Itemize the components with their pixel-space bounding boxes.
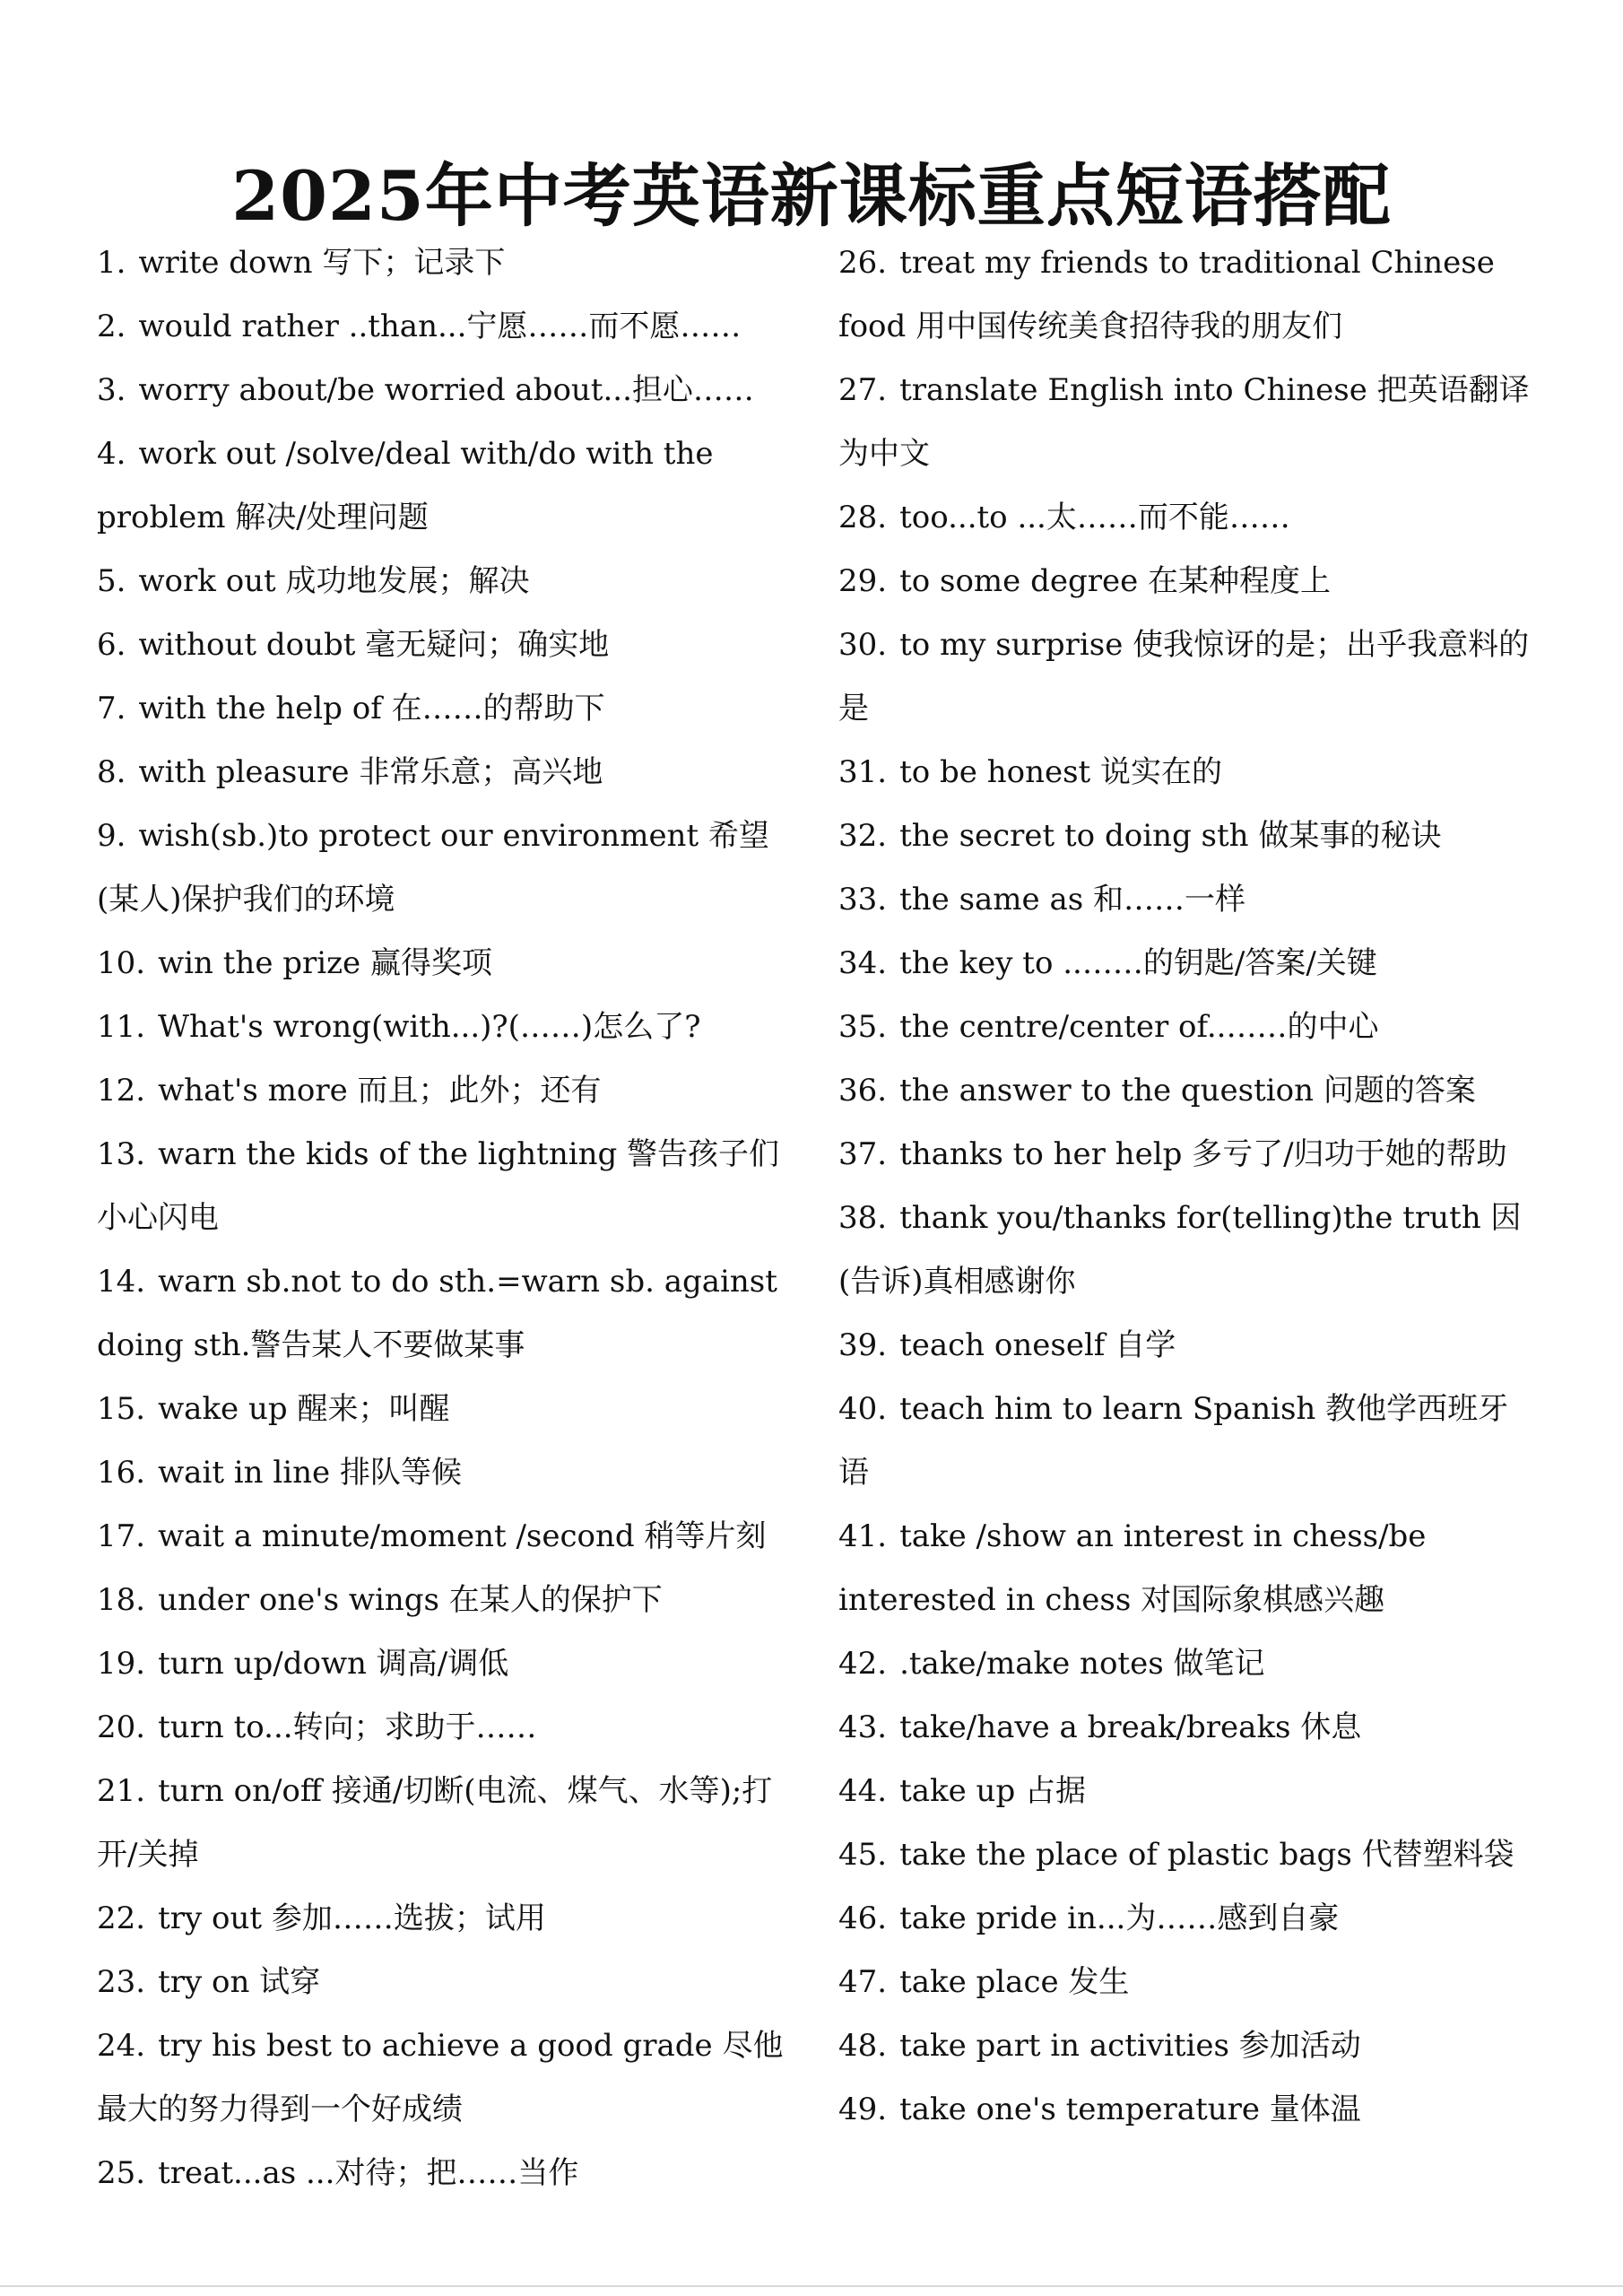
phrase-text: warn sb.not to do sth.=warn sb. against doing sth.警告某人不要做某事	[97, 1264, 777, 1363]
phrase-entry	[838, 231, 1533, 359]
phrase-text: work out /solve/deal with/do with the problem 解决/处理问题	[97, 436, 714, 535]
phrase-text: the same as 和……一样	[899, 882, 1245, 918]
phrase-number: 43.	[838, 1709, 888, 1745]
phrase-number: 22.	[97, 1900, 146, 1936]
phrase-entry	[838, 359, 1533, 486]
phrase-number: 3.	[97, 372, 126, 408]
phrase-text: take one's temperature 量体温	[899, 2092, 1361, 2127]
phrase-text: turn on/off 接通/切断(电流、煤气、水等);打开/关掉	[97, 1773, 773, 1873]
phrase-text: wake up 醒来；叫醒	[158, 1391, 450, 1427]
phrase-entry	[97, 295, 787, 359]
phrase-number: 10.	[97, 945, 146, 981]
phrase-entry	[97, 2014, 787, 2142]
phrase-number: 31.	[838, 754, 888, 790]
phrase-entry	[97, 613, 787, 677]
phrase-text: warn the kids of the lightning 警告孩子们小心闪电	[97, 1136, 780, 1236]
phrase-entry	[838, 1378, 1533, 1505]
phrase-number: 7.	[97, 691, 126, 726]
bottom-divider	[0, 2285, 1623, 2287]
phrase-number: 11.	[97, 1009, 146, 1045]
phrase-entry	[97, 741, 787, 804]
phrase-number: 24.	[97, 2028, 146, 2064]
phrase-entry	[97, 1760, 787, 1887]
phrase-entry	[97, 1696, 787, 1760]
phrase-number: 32.	[838, 818, 888, 854]
phrase-entry	[838, 1059, 1533, 1123]
phrase-text: the secret to doing sth 做某事的秘诀	[899, 818, 1442, 854]
phrase-text: try his best to achieve a good grade 尽他最大的努力得到一个好成绩	[97, 2028, 784, 2127]
phrase-number: 39.	[838, 1327, 888, 1363]
phrase-number: 35.	[838, 1009, 888, 1045]
phrase-number: 28.	[838, 500, 888, 535]
phrase-text: work out 成功地发展；解决	[138, 563, 530, 599]
phrase-number: 20.	[97, 1709, 146, 1745]
phrase-number: 34.	[838, 945, 888, 981]
phrase-entry	[838, 1505, 1533, 1632]
phrase-entry	[838, 613, 1533, 741]
phrase-number: 45.	[838, 1837, 888, 1873]
phrase-number: 37.	[838, 1136, 888, 1172]
phrase-entry	[97, 1250, 787, 1378]
phrase-entry	[97, 1505, 787, 1569]
phrase-number: 33.	[838, 882, 888, 918]
phrase-text: treat...as ...对待；把……当作	[158, 2155, 579, 2191]
phrase-number: 36.	[838, 1073, 888, 1109]
phrase-entry	[97, 1569, 787, 1632]
phrase-entry	[97, 422, 787, 550]
phrase-entry	[97, 996, 787, 1059]
phrase-text: to be honest 说实在的	[899, 754, 1223, 790]
phrase-text: turn to...转向；求助于……	[158, 1709, 537, 1745]
phrase-number: 14.	[97, 1264, 146, 1300]
phrase-entry	[97, 677, 787, 741]
phrase-entry	[838, 1823, 1533, 1887]
phrase-entry	[838, 1887, 1533, 1951]
phrase-entry	[97, 1887, 787, 1951]
phrase-text: take /show an interest in chess/be interested in chess 对国际象棋感兴趣	[838, 1518, 1427, 1618]
phrase-entry	[97, 1441, 787, 1505]
phrase-entry	[97, 550, 787, 613]
phrase-number: 47.	[838, 1964, 888, 2000]
phrase-number: 6.	[97, 627, 126, 663]
phrase-text: the answer to the question 问题的答案	[899, 1073, 1476, 1109]
phrase-text: would rather ..than...宁愿……而不愿……	[138, 309, 742, 344]
phrase-number: 26.	[838, 245, 888, 281]
phrase-number: 46.	[838, 1900, 888, 1936]
phrase-number: 40.	[838, 1391, 888, 1427]
phrase-number: 4.	[97, 436, 126, 472]
phrase-text: worry about/be worried about...担心……	[138, 372, 754, 408]
page-title: 2025年中考英语新课标重点短语搭配	[231, 155, 1392, 236]
phrase-number: 8.	[97, 754, 126, 790]
phrase-number: 13.	[97, 1136, 146, 1172]
phrase-list-right	[838, 231, 1533, 2142]
phrase-entry	[838, 2014, 1533, 2078]
phrase-entry	[838, 932, 1533, 996]
phrase-number: 49.	[838, 2092, 888, 2127]
phrase-entry	[838, 868, 1533, 932]
phrase-text: teach him to learn Spanish 教他学西班牙语	[838, 1391, 1509, 1491]
phrase-number: 21.	[97, 1773, 146, 1809]
phrase-text: the centre/center of..……的中心	[899, 1009, 1379, 1045]
phrase-number: 9.	[97, 818, 126, 854]
phrase-text: take part in activities 参加活动	[899, 2028, 1361, 2064]
phrase-list-left	[97, 231, 787, 2205]
phrase-entry	[97, 359, 787, 422]
phrase-number: 1.	[97, 245, 126, 281]
phrase-entry	[838, 2078, 1533, 2142]
phrase-entry	[838, 1632, 1533, 1696]
phrase-number: 19.	[97, 1646, 146, 1682]
phrase-number: 16.	[97, 1455, 146, 1491]
phrase-text: wait a minute/moment /second 稍等片刻	[158, 1518, 767, 1554]
phrase-text: take pride in...为……感到自豪	[899, 1900, 1340, 1936]
phrase-entry	[838, 741, 1533, 804]
phrase-number: 30.	[838, 627, 888, 663]
phrase-text: too...to ...太……而不能……	[899, 500, 1290, 535]
phrase-text: win the prize 赢得奖项	[158, 945, 492, 981]
phrase-text: take the place of plastic bags 代替塑料袋	[899, 1837, 1515, 1873]
phrase-number: 38.	[838, 1200, 888, 1236]
phrase-text: translate English into Chinese 把英语翻译为中文	[838, 372, 1530, 472]
phrase-entry	[97, 932, 787, 996]
phrase-entry	[97, 1632, 787, 1696]
phrase-entry	[838, 1187, 1533, 1314]
phrase-text: thank you/thanks for(telling)the truth 因(告诉)真相感谢你	[838, 1200, 1522, 1300]
phrase-number: 27.	[838, 372, 888, 408]
phrase-number: 29.	[838, 563, 888, 599]
phrase-text: what's more 而且；此外；还有	[158, 1073, 602, 1109]
phrase-number: 41.	[838, 1518, 888, 1554]
phrase-text: write down 写下；记录下	[138, 245, 506, 281]
phrase-entry	[838, 1696, 1533, 1760]
phrase-text: wait in line 排队等候	[158, 1455, 462, 1491]
phrase-entry	[838, 1123, 1533, 1187]
phrase-text: thanks to her help 多亏了/归功于她的帮助	[899, 1136, 1507, 1172]
phrase-text: under one's wings 在某人的保护下	[158, 1582, 663, 1618]
phrase-text: take place 发生	[899, 1964, 1130, 2000]
phrase-number: 25.	[97, 2155, 146, 2191]
phrase-text: take up 占据	[899, 1773, 1087, 1809]
phrase-text: take/have a break/breaks 休息	[899, 1709, 1362, 1745]
phrase-number: 12.	[97, 1073, 146, 1109]
phrase-text: treat my friends to traditional Chinese food 用中国传统美食招待我的朋友们	[838, 245, 1495, 344]
phrase-entry	[97, 804, 787, 932]
phrase-text: the key to ..……的钥匙/答案/关键	[899, 945, 1377, 981]
phrase-text: with pleasure 非常乐意；高兴地	[138, 754, 603, 790]
phrase-text: try out 参加……选拔；试用	[158, 1900, 546, 1936]
phrase-entry	[97, 231, 787, 295]
phrase-number: 5.	[97, 563, 126, 599]
phrase-entry	[97, 1951, 787, 2014]
phrase-entry	[838, 1760, 1533, 1823]
phrase-text: to some degree 在某种程度上	[899, 563, 1332, 599]
phrase-number: 48.	[838, 2028, 888, 2064]
phrase-text: to my surprise 使我惊讶的是；出乎我意料的是	[838, 627, 1530, 726]
phrase-number: 44.	[838, 1773, 888, 1809]
phrase-entry	[838, 804, 1533, 868]
phrase-entry	[838, 996, 1533, 1059]
phrase-text: turn up/down 调高/调低	[158, 1646, 509, 1682]
phrase-entry	[97, 1378, 787, 1441]
phrase-entry	[97, 1123, 787, 1250]
phrase-number: 23.	[97, 1964, 146, 2000]
phrase-text: .take/make notes 做笔记	[899, 1646, 1265, 1682]
phrase-entry	[838, 1314, 1533, 1378]
phrase-text: teach oneself 自学	[899, 1327, 1176, 1363]
phrase-entry	[838, 486, 1533, 550]
phrase-number: 15.	[97, 1391, 146, 1427]
phrase-text: try on 试穿	[158, 1964, 321, 2000]
phrase-entry	[838, 1951, 1533, 2014]
phrase-number: 42.	[838, 1646, 888, 1682]
phrase-entry	[838, 550, 1533, 613]
phrase-text: with the help of 在……的帮助下	[138, 691, 605, 726]
phrase-number: 17.	[97, 1518, 146, 1554]
phrase-number: 18.	[97, 1582, 146, 1618]
phrase-entry	[97, 2142, 787, 2205]
phrase-text: without doubt 毫无疑问；确实地	[138, 627, 610, 663]
phrase-text: wish(sb.)to protect our environment 希望(某人)保护我们的环境	[97, 818, 769, 918]
phrase-text: What's wrong(with...)?(……)怎么了?	[158, 1009, 701, 1045]
phrase-entry	[97, 1059, 787, 1123]
phrase-number: 2.	[97, 309, 126, 344]
